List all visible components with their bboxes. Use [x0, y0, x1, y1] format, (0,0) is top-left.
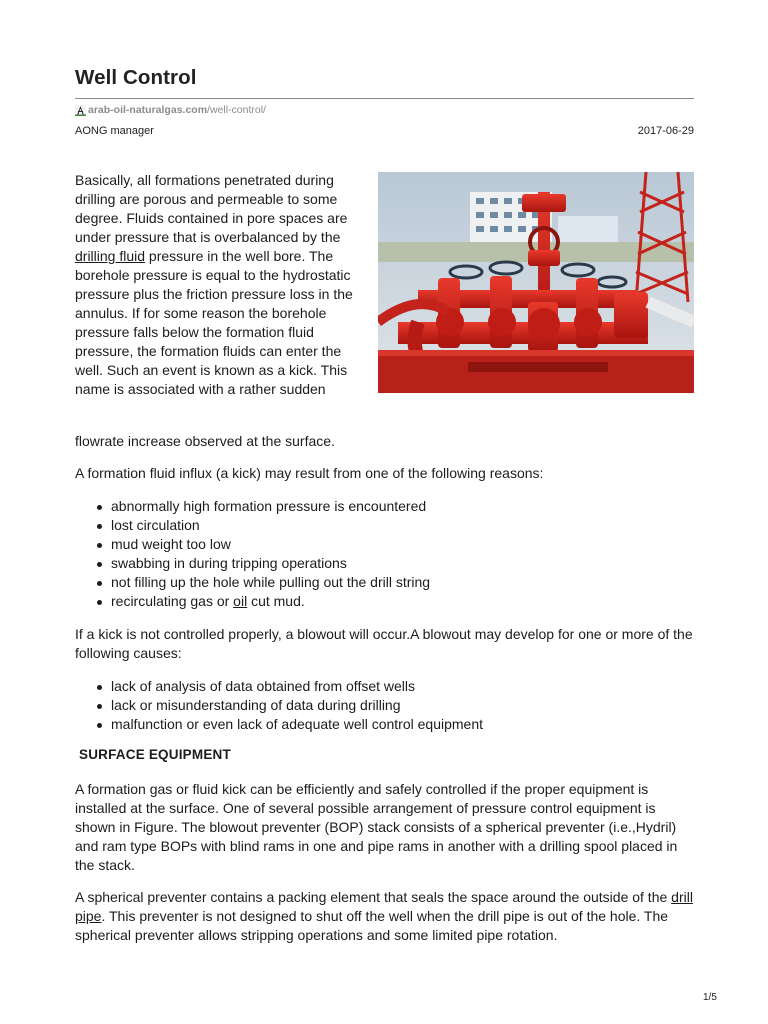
title-divider: [75, 98, 694, 99]
article-author: AONG manager: [75, 125, 154, 137]
spherical-text-start: A spherical preventer contains a packing element that seals the space around the outside of the: [75, 889, 672, 905]
intro-text-end: pressure in the well bore. The borehole pressure is equal to the hydrostatic pressure plus the friction pressure loss in the annulus. If for some reason the borehole pressure falls below the formation fluid pressure, the formation fluids can enter the well. Such an event is known as a kick. This name is associated with a rather sudden: [75, 248, 353, 397]
list-item: [111, 592, 694, 611]
list-item: abnormally high formation pressure is encountered: [111, 497, 694, 516]
bop-equipment-photo: [378, 172, 694, 393]
source-path[interactable]: /well-control/: [207, 104, 266, 116]
list-item: lack of analysis of data obtained from offset wells: [111, 677, 694, 696]
flowrate-paragraph: flowrate increase observed at the surface.: [75, 433, 335, 449]
spherical-text-end: . This preventer is not designed to shut off the well when the drill pipe is out of the hole. The spherical preventer allows stripping operations and some limited pipe rotation.: [75, 908, 669, 943]
wellhead-image: [378, 172, 694, 393]
article-date: 2017-06-29: [637, 125, 694, 137]
intro-paragraph: [75, 171, 360, 399]
list-item-text-end: cut mud.: [247, 593, 305, 609]
surface-equipment-paragraph: A formation gas or fluid kick can be efficiently and safely controlled if the proper equipment is installed at the surface. One of several possible arrangement of pressure control equipment is shown in Figure. The blowout preventer (BOP) stack consists of a spherical preventer (i.e.,Hydril) and ram type BOPs with blind rams in one and pipe rams in another with a drilling spool placed in the stack.: [75, 781, 678, 873]
list-item: lost circulation: [111, 516, 694, 535]
drilling-fluid-link[interactable]: drilling fluid: [75, 248, 146, 264]
blowout-paragraph: If a kick is not controlled properly, a blowout will occur.A blowout may develop for one or more of the following causes:: [75, 626, 693, 661]
reasons-intro-paragraph: A formation fluid influx (a kick) may result from one of the following reasons:: [75, 465, 544, 481]
section-heading: SURFACE EQUIPMENT: [79, 747, 231, 762]
list-item: mud weight too low: [111, 535, 694, 554]
source-url[interactable]: [75, 103, 266, 117]
source-domain[interactable]: arab-oil-naturalgas.com: [88, 104, 208, 116]
page-number: 1/5: [703, 992, 717, 1003]
reasons-list: [75, 497, 694, 611]
oil-link[interactable]: oil: [233, 593, 248, 609]
list-item-text: recirculating gas or: [111, 593, 234, 609]
drill-pipe-link[interactable]: drill pipe: [75, 889, 693, 924]
list-item: malfunction or even lack of adequate well control equipment: [111, 715, 694, 734]
intro-text-start: Basically, all formations penetrated during drilling are porous and permeable to some degree. Fluids contained in pore spaces are under pressure that is overbalanced by the: [75, 172, 348, 245]
spherical-preventer-paragraph: [75, 888, 694, 945]
oil-derrick-favicon-icon: [75, 105, 86, 116]
list-item: lack or misunderstanding of data during drilling: [111, 696, 694, 715]
list-item: not filling up the hole while pulling out the drill string: [111, 573, 694, 592]
article-title: Well Control: [75, 66, 197, 89]
causes-list: [75, 677, 694, 734]
list-item: swabbing in during tripping operations: [111, 554, 694, 573]
